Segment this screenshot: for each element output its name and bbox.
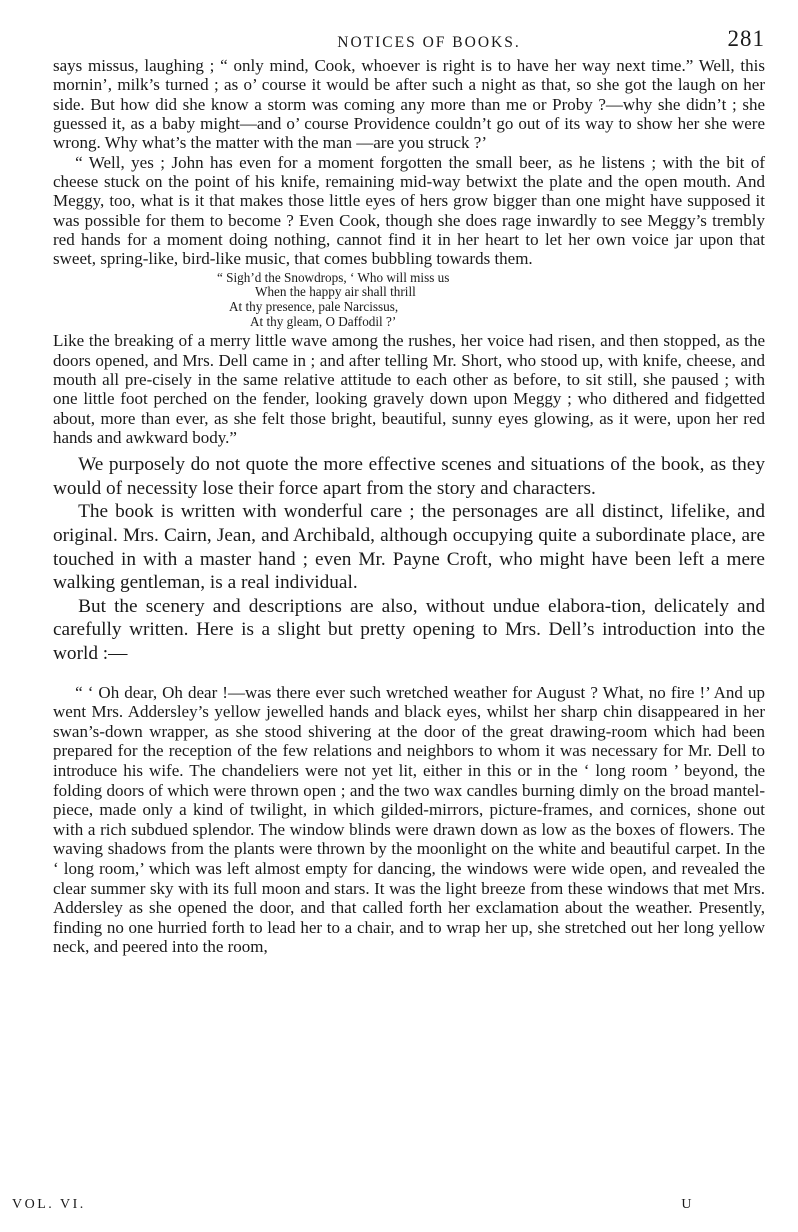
poem-line: When the happy air shall thrill (255, 284, 416, 300)
poem-verse (53, 271, 765, 329)
poem-line: At thy gleam, O Daffodil ?’ (250, 313, 397, 329)
quote-paragraph: “ ‘ Oh dear, Oh dear !—was there ever such wretched weather for August ? What, no fire !’ And up went Mrs. Addersley’s yellow jewelled hands and black eyes, whilst her sharp chin disappeared in her swan’s-down wrapper, as she stood shivering at the door of the great drawing-room which had been prepared for the reception of the few relations and neighbors to whom it was necessary for Mr. Dell to introduce his wife. The chandeliers were not yet lit, either in this or in the ‘ long room ’ beyond, the folding doors of which were thrown open ; and the two wax candles burning dimly on the broad mantel-piece, made only a kind of twilight, in which gilded-mirrors, picture-frames, and cornices, shone out with a rich subdued splendor. The window blinds were drawn down as low as the boxes of flowers. The waving shadows from the plants were thrown by the moonlight on the white and beautiful carpet. In the ‘ long room,’ which was left almost empty for dancing, the windows were wide open, and revealed the clear summer sky with its full moon and stars. It was the light breeze from these windows that met Mrs. Addersley as she opened the door, and that called forth her exclamation about the weather. Presently, finding no one hurried forth to lead her to a chair, and to wrap her up, she stretched out her long yellow neck, and peered into the room, (53, 682, 765, 957)
quote-paragraph: Like the breaking of a merry little wave among the rushes, her voice had risen, and then stopped, as the doors opened, and Mrs. Dell came in ; and after telling Mr. Short, who stood up, with knife, cheese, and mouth all pre-cisely in the same relative attitude to each other as before, to sit still, she paused ; with one little foot perched on the fender, looking gravely down upon Meggy ; who dithered and fidgetted about, more than ever, as she felt those bright, beautiful, sunny eyes glowing, as it were, upon her red hands and awkward body.” (53, 331, 765, 447)
commentary-paragraph: We purposely do not quote the more effective scenes and situations of the book, as they would of necessity lose their force apart from the story and characters. (53, 454, 765, 499)
book-page (53, 26, 765, 957)
review-commentary (53, 453, 765, 665)
poem-line: “ Sigh’d the Snowdrops, ‘ Who will miss us (217, 269, 450, 285)
quotation-second (53, 683, 765, 957)
quote-paragraph: says missus, laughing ; “ only mind, Cook, whoever is right is to have her way next time.” Well, this mornin’, milk’s turned ; as o’ course it would be after such a night as that, so she got the laugh on her side. But how did she know a storm was coming any more than me or Proby ?—why she didn’t ; she guessed it, as a baby might—and o’ course Providence couldn’t go out of its way to show her she were wrong. Why what’s the matter with the man —are you struck ?’ (53, 56, 765, 153)
page-number: 281 (727, 26, 765, 51)
commentary-paragraph: The book is written with wonderful care ; the personages are all distinct, lifelike, and original. Mrs. Cairn, Jean, and Archibald, although occupying quite a subordinate place, are touched in with a master hand ; even Mr. Payne Croft, who might have been left a mere walking gentleman, is a real individual. (53, 501, 765, 594)
poem-line: At thy presence, pale Narcissus, (229, 298, 399, 314)
page-footer (12, 1197, 694, 1217)
signature-mark: U (681, 1197, 694, 1212)
commentary-paragraph: But the scenery and descriptions are also, without undue elabora-tion, delicately and carefully written. Here is a slight but pretty opening to Mrs. Dell’s introduction into the world :— (53, 595, 765, 664)
quote-paragraph: “ Well, yes ; John has even for a moment forgotten the small beer, as he listens ; with the bit of cheese stuck on the point of his knife, remaining mid-way betwixt the plate and the open mouth. And Meggy, too, what is it that makes those little eyes of hers grow bigger than one might have supposed it was possible for them to become ? Even Cook, though she does rage inwardly to see Meggy’s trembly red hands for a moment doing nothing, cannot find it in her heart to let her own voice jar upon that sweet, spring-like, bird-like music, that comes bubbling towards them. (53, 152, 765, 269)
running-header (53, 26, 765, 56)
volume-label: VOL. VI. (12, 1197, 86, 1212)
running-title: NOTICES OF BOOKS. (337, 34, 521, 51)
quotation-first (53, 56, 765, 447)
